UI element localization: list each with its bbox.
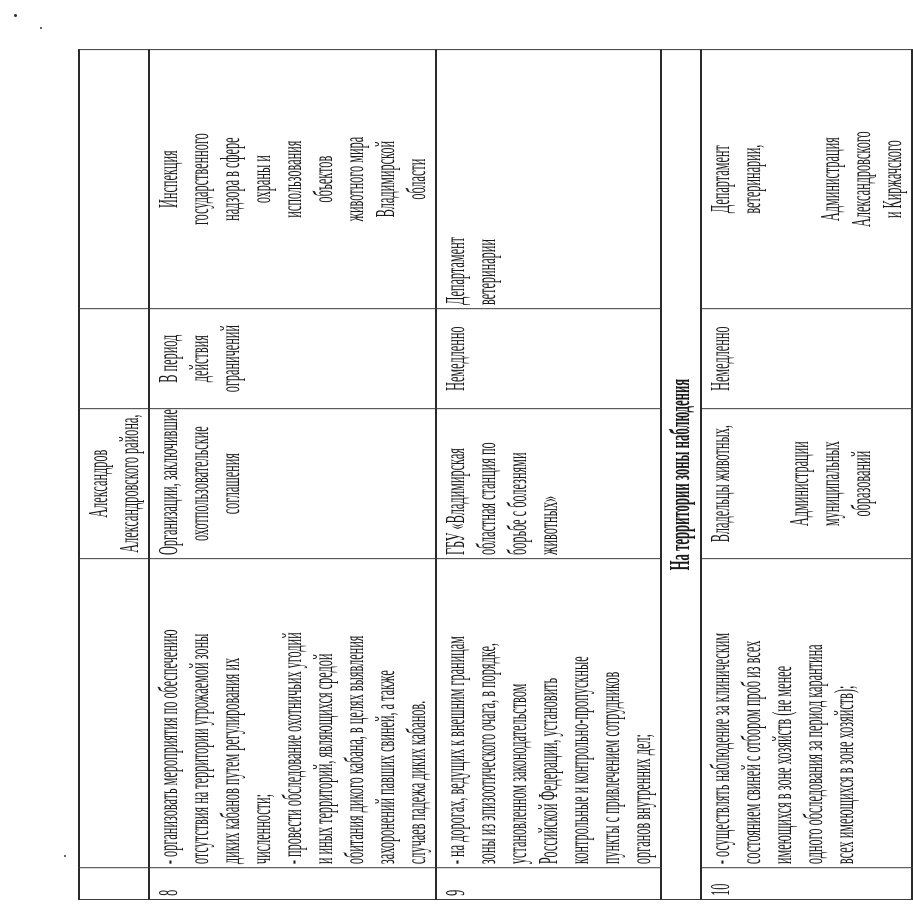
text-line: диких кабанов путем регулирования их (215, 657, 245, 865)
cell-term: Немедленно (436, 309, 661, 409)
text-line: животного мира (339, 136, 369, 222)
text-line: Организации, заключившие (153, 409, 183, 556)
text-line: ограничений (215, 325, 245, 393)
text-line: использования (277, 140, 307, 218)
scan-speck (14, 14, 17, 17)
text-line: - на дорогах, ведущих к внешним границам (440, 636, 470, 865)
text-line: областная станция по (471, 442, 501, 556)
cell-activity (436, 559, 661, 868)
cell-num: 9 (436, 868, 661, 900)
text-line: действия (184, 335, 214, 383)
text-line: - провести обследование охотничьих угодий (277, 632, 307, 865)
text-line: В период (153, 334, 183, 383)
text-line: борьбе с болезнями (502, 452, 532, 556)
scan-speck (40, 27, 42, 29)
text-line: Департамент (440, 236, 470, 306)
text-line: охотпользовательские (184, 426, 214, 542)
text-line: области (401, 158, 431, 200)
cell-responsible (149, 50, 436, 309)
text-line: всех имеющихся в зоне хозяйств); (829, 685, 859, 865)
text-line: образований (846, 450, 876, 517)
cell-responsible (79, 50, 149, 309)
text-line: одного обследования за период карантина (798, 644, 828, 865)
cell-activity (701, 559, 912, 868)
text-line: обитания дикого кабана, в целях выявления (339, 635, 369, 865)
text-line: объектов (308, 155, 338, 203)
zone-heading: На территории зоны наблюдения (661, 50, 701, 900)
text-line: животных» (533, 495, 563, 556)
table-row (436, 50, 661, 900)
text-line: случаев падежа диких кабанов. (401, 700, 431, 865)
text-line: Российской Федерации, установить (533, 677, 563, 865)
text-line: захоронений павших свиней, а также (370, 670, 400, 865)
text-line: Александровского района, (114, 414, 144, 553)
text-line: Администрации (784, 441, 814, 527)
text-line: Администрация (815, 137, 845, 222)
cell-term: Немедленно (701, 309, 912, 409)
cell-activity (149, 559, 436, 868)
text-line: - осуществлять наблюдение за клиническим (705, 632, 735, 865)
text-line: соглашения (215, 453, 245, 515)
text-line: Департамент (705, 145, 735, 214)
text-line: - организовать мероприятия по обеспечению (153, 629, 183, 865)
text-line: и иных территорий, являющихся средой (308, 653, 338, 865)
text-line: имеющихся в зоне хозяйств (не менее (767, 665, 797, 865)
spacer (736, 412, 784, 555)
measures-table (78, 49, 913, 900)
text-line: органов внутренних дел; (626, 734, 656, 865)
text-line: ветеринарии, (736, 144, 766, 214)
text-line: зоны из эпизоотического очага, в порядке, (471, 643, 501, 865)
text-line: пункты с привлечением сотрудников (595, 671, 625, 865)
text-line: отсутствия на территории угрожаемой зоны (184, 633, 214, 865)
cell-num: 10 (701, 868, 912, 900)
cell-term (149, 309, 436, 409)
text-line: численности; (246, 793, 276, 865)
cell-organization (149, 409, 436, 559)
text-line: Владимирской (370, 140, 400, 218)
text-line: ГБУ «Владимирская (440, 448, 470, 556)
cell-responsible (436, 50, 661, 309)
text-line: Инспекция (153, 150, 183, 208)
text-line: Александров (83, 449, 113, 518)
rotated-table-wrapper (78, 50, 907, 900)
table-row (79, 50, 149, 900)
cell-term (79, 309, 149, 409)
cell-organization (79, 409, 149, 559)
cell-num: 8 (149, 868, 436, 900)
text-line: и Киржачского (877, 140, 907, 219)
cell-num (79, 868, 149, 900)
text-line: охраны и (246, 155, 276, 204)
spacer (767, 53, 815, 305)
cell-organization (436, 409, 661, 559)
text-line: ветеринарии (471, 239, 501, 306)
text-line: установленном законодательством (502, 683, 532, 865)
scan-speck (64, 855, 66, 857)
cell-activity (79, 559, 149, 868)
text-line: состоянием свиней с отбором проб из всех (736, 640, 766, 865)
text-line: надзора в сфере (215, 137, 245, 221)
table-row (149, 50, 436, 900)
cell-responsible (701, 50, 912, 309)
text-line: муниципальных (815, 441, 845, 527)
table-row (701, 50, 912, 900)
cell-organization (701, 409, 912, 559)
table-row (661, 50, 701, 900)
text-line: государственного (184, 133, 214, 226)
text-line: Александровского (846, 131, 876, 228)
text-line: Владельцы животных, (705, 425, 735, 543)
text-line: контрольные и контрольно-пропускные (564, 656, 594, 865)
